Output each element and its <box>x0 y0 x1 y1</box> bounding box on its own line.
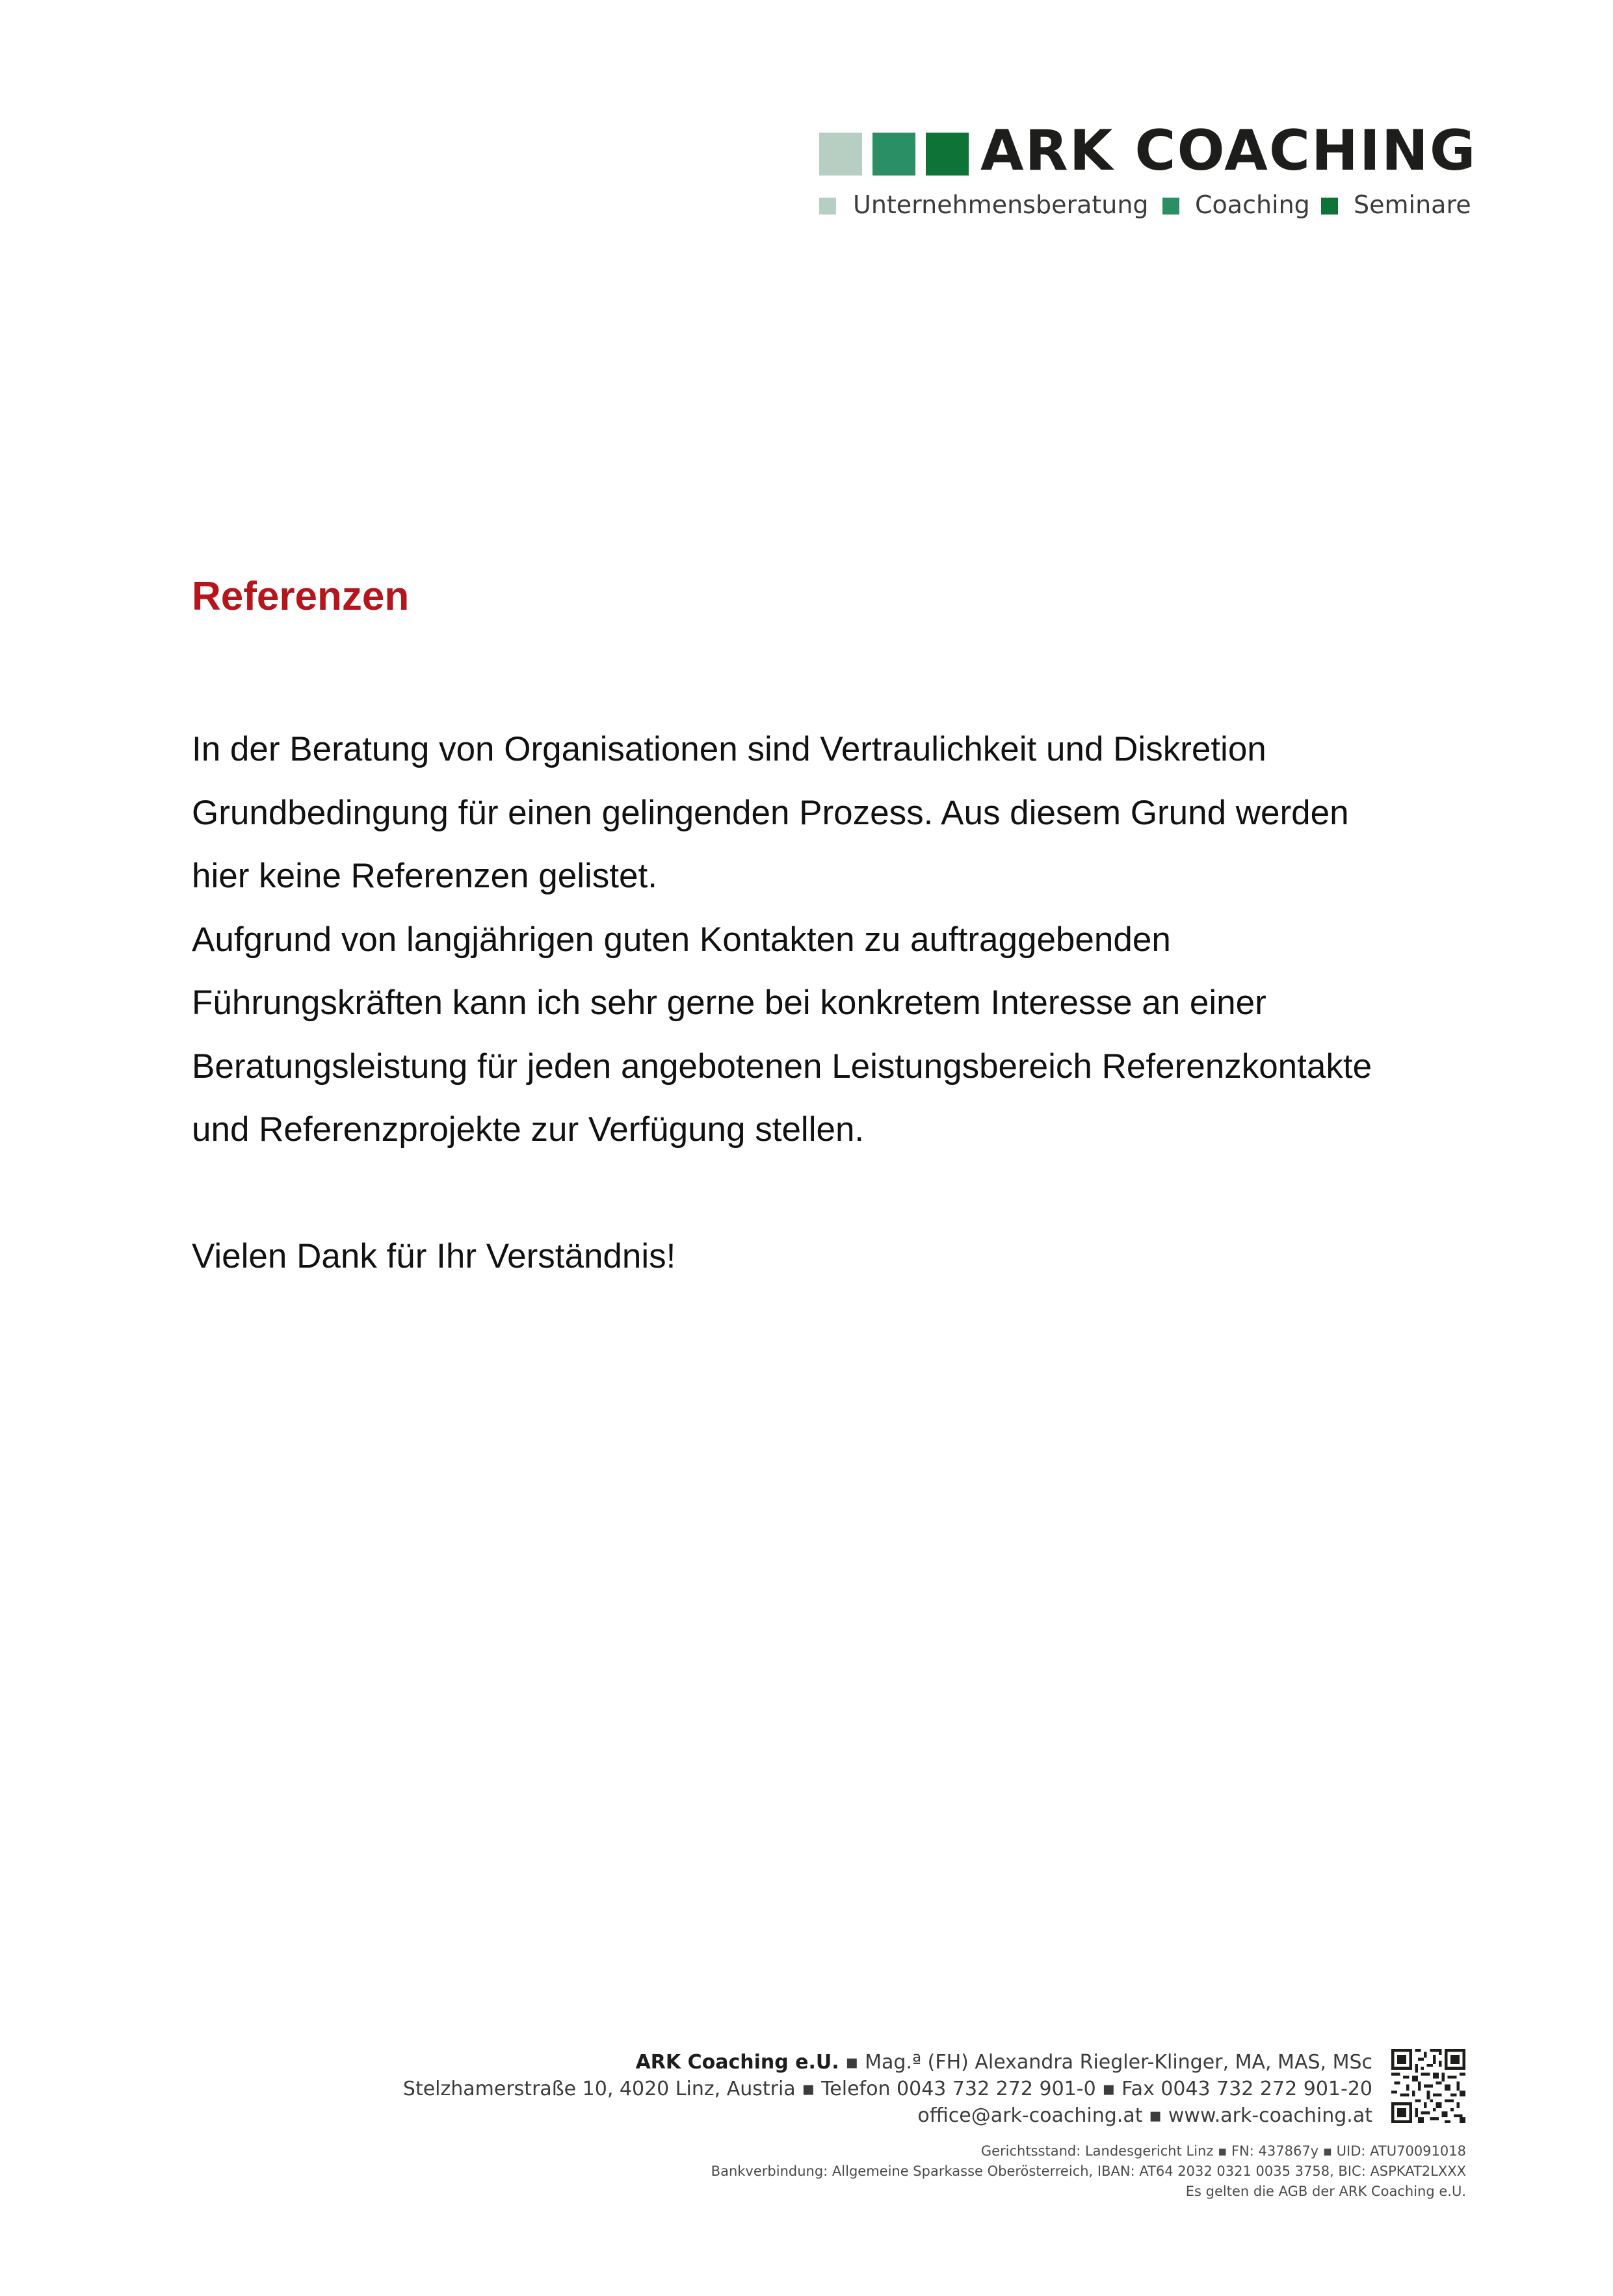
logo-title-row <box>819 118 1477 183</box>
body-line: Führungskräften kann ich sehr gerne bei konkretem Interesse an einer <box>192 984 1266 1022</box>
subtitle-square-mid <box>1162 198 1179 215</box>
body-line: In der Beratung von Organisationen sind Vertraulichkeit und Diskretion <box>192 730 1266 768</box>
footer-owner: ▪ Mag.ª (FH) Alexandra Riegler-Klinger, MA, MAS, MSc <box>839 2051 1372 2074</box>
footer-company-line <box>403 2049 1372 2076</box>
body-line: Aufgrund von langjährigen guten Kontakten zu auftraggebenden <box>192 920 1171 959</box>
company-logo <box>819 118 1477 228</box>
footer-legal <box>711 2141 1466 2202</box>
logo-title: ARK COACHING <box>980 118 1477 183</box>
footer-web: office@ark-coaching.at ▪ www.ark-coaching.at <box>917 2104 1372 2127</box>
qr-code-icon <box>1391 2049 1465 2123</box>
logo-square-dark <box>926 133 969 176</box>
logo-subtitle-consulting: Unternehmensberatung <box>853 190 1149 219</box>
footer-legal-bank: Bankverbindung: Allgemeine Sparkasse Oberösterreich, IBAN: AT64 2032 0321 0035 3758, BIC: ASPKAT2LXXX <box>711 2163 1466 2179</box>
logo-square-light <box>819 133 862 176</box>
logo-square-mid <box>872 133 915 176</box>
body-line: Beratungsleistung für jeden angebotenen Leistungsbereich Referenzkontakte <box>192 1047 1372 1086</box>
body-line: hier keine Referenzen gelistet. <box>192 857 657 895</box>
footer-address: Stelzhamerstraße 10, 4020 Linz, Austria ▪ Telefon 0043 732 272 901-0 ▪ Fax 0043 732 272 901-20 <box>402 2078 1372 2100</box>
footer-contact <box>403 2049 1372 2129</box>
page-title: Referenzen <box>192 574 410 619</box>
footer-company-name: ARK Coaching e.U. <box>635 2051 839 2074</box>
logo-subtitle-row <box>819 189 1476 221</box>
footer-legal-court: Gerichtsstand: Landesgericht Linz ▪ FN: 437867y ▪ UID: ATU70091018 <box>980 2143 1466 2159</box>
logo-subtitle-seminars: Seminare <box>1354 190 1471 219</box>
subtitle-square-dark <box>1321 198 1338 215</box>
logo-subtitle-coaching: Coaching <box>1195 190 1310 219</box>
thanks-text: Vielen Dank für Ihr Verständnis! <box>192 1237 676 1275</box>
body-paragraphs <box>192 718 1492 1162</box>
footer-legal-terms: Es gelten die AGB der ARK Coaching e.U. <box>1185 2184 1466 2199</box>
subtitle-square-light <box>819 198 836 215</box>
body-line: und Referenzprojekte zur Verfügung stellen. <box>192 1110 865 1149</box>
body-line: Grundbedingung für einen gelingenden Prozess. Aus diesem Grund werden <box>192 793 1349 832</box>
